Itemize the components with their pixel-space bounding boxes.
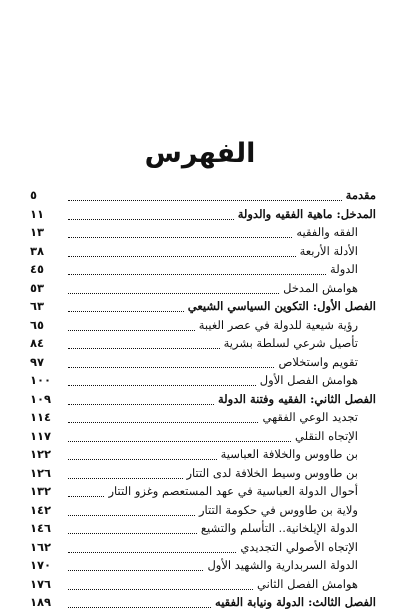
- toc-entry: [30, 299, 376, 318]
- dot-leader: [68, 212, 234, 220]
- toc-page-number: ١٢٦: [30, 465, 52, 480]
- dot-leader: [68, 193, 342, 201]
- toc-entry: [30, 318, 376, 337]
- toc-entry-title: الدولة السربدارية والشهيد الأول: [207, 558, 358, 572]
- toc-entry-title: بن طاووس والخلافة العباسية: [220, 447, 358, 461]
- toc-page-number: ٩٧: [30, 354, 45, 369]
- toc-page-number: ١٠٠: [30, 373, 52, 387]
- toc-entry-title: ولاية بن طاووس في حكومة التتار: [198, 502, 358, 517]
- toc-entry-title: مقدمة: [345, 188, 376, 202]
- dot-leader: [68, 582, 253, 590]
- toc-entry: [30, 207, 376, 226]
- toc-page-number: ٥٣: [30, 280, 45, 295]
- toc-page-number: ١٦٢: [30, 539, 52, 554]
- toc-entry: [30, 188, 376, 207]
- toc-page-number: ١٨٩: [30, 595, 52, 609]
- toc-entry-title: الإتجاه النقلي: [295, 428, 358, 443]
- toc-entry: [30, 373, 376, 392]
- toc-entry: [30, 429, 376, 448]
- toc-entry-title: تأصيل شرعي لسلطة بشرية: [223, 336, 358, 350]
- toc-entry: [30, 447, 376, 466]
- toc-entry: [30, 558, 376, 577]
- dot-leader: [68, 230, 292, 238]
- toc-entry: [30, 521, 376, 540]
- toc-page-number: ١١: [30, 206, 45, 221]
- dot-leader: [68, 267, 326, 275]
- toc-page-number: ١٣٢: [30, 484, 52, 498]
- toc-page-number: ١٤٢: [30, 502, 52, 517]
- toc-entry: [30, 595, 376, 614]
- toc-page-number: ١٤٦: [30, 521, 52, 535]
- toc-entry: [30, 503, 376, 522]
- toc-entry-title: تقويم واستخلاص: [278, 354, 358, 369]
- toc-entry: [30, 244, 376, 263]
- toc-page-number: ٣٨: [30, 243, 45, 258]
- toc-entry: [30, 577, 376, 596]
- toc-entry: [30, 392, 376, 411]
- dot-leader: [68, 452, 217, 460]
- toc-page-number: ٥: [30, 188, 38, 202]
- dot-leader: [68, 563, 203, 571]
- dot-leader: [68, 471, 183, 479]
- toc-page-number: ١٧٠: [30, 558, 52, 572]
- toc-entry-title: الفقه والفقيه: [296, 225, 358, 239]
- dot-leader: [68, 489, 104, 497]
- toc-entry: [30, 466, 376, 485]
- toc-page-number: ١٧٦: [30, 576, 52, 591]
- toc-entry-title: المدخل: ماهية الفقيه والدولة: [237, 206, 376, 221]
- toc-page-number: ٦٥: [30, 317, 45, 332]
- toc-entry: [30, 336, 376, 355]
- dot-leader: [68, 397, 214, 405]
- table-of-contents: [30, 188, 376, 614]
- dot-leader: [68, 600, 211, 608]
- toc-entry-title: الدولة: [330, 262, 358, 276]
- dot-leader: [68, 360, 274, 368]
- dot-leader: [68, 304, 184, 312]
- dot-leader: [68, 526, 197, 534]
- toc-page-number: ١٢٢: [30, 447, 52, 461]
- toc-entry: [30, 262, 376, 281]
- dot-leader: [68, 434, 291, 442]
- toc-page-number: ٨٤: [30, 336, 45, 350]
- toc-page-number: ٦٣: [30, 299, 45, 313]
- toc-page-number: ١٣: [30, 225, 45, 239]
- toc-entry: [30, 540, 376, 559]
- dot-leader: [68, 323, 195, 331]
- toc-page-number: ١١٧: [30, 428, 52, 443]
- toc-page-number: ١١٤: [30, 410, 52, 424]
- toc-entry-title: هوامش المدخل: [283, 280, 358, 295]
- toc-page-number: ٤٥: [30, 262, 45, 276]
- toc-entry-title: الفصل الثاني: الفقيه وفتنة الدولة: [217, 391, 376, 406]
- toc-entry-title: الإتجاه الأصولي التجديدي: [240, 539, 358, 554]
- dot-leader: [68, 341, 220, 349]
- dot-leader: [68, 508, 195, 516]
- toc-entry: [30, 355, 376, 374]
- toc-entry: [30, 281, 376, 300]
- toc-entry: [30, 225, 376, 244]
- dot-leader: [68, 249, 296, 257]
- toc-entry: [30, 484, 376, 503]
- toc-entry-title: الفصل الأول: التكوين السياسي الشيعي: [187, 299, 376, 313]
- toc-entry-title: أحوال الدولة العباسية في عهد المستعصم وغزو التتار: [108, 484, 358, 498]
- dot-leader: [68, 545, 236, 553]
- dot-leader: [68, 415, 258, 423]
- dot-leader: [68, 378, 256, 386]
- toc-entry-title: الأدلة الأربعة: [299, 243, 358, 258]
- toc-entry-title: هوامش الفصل الثاني: [257, 576, 358, 591]
- toc-entry-title: هوامش الفصل الأول: [259, 373, 358, 387]
- toc-entry-title: الدولة الإيلخانية.. التأسلم والتشيع: [200, 521, 358, 535]
- toc-entry-title: الفصل الثالث: الدولة ونيابة الفقيه: [215, 595, 376, 609]
- page-title: الفهرس: [144, 138, 256, 169]
- toc-entry-title: بن طاووس وسيط الخلافة لدى التتار: [186, 465, 358, 480]
- toc-entry-title: تجديد الوعي الفقهي: [262, 410, 358, 424]
- toc-entry: [30, 410, 376, 429]
- dot-leader: [68, 286, 279, 294]
- toc-entry-title: رؤية شيعية للدولة في عصر الغيبة: [198, 317, 358, 332]
- toc-page-number: ١٠٩: [30, 391, 52, 406]
